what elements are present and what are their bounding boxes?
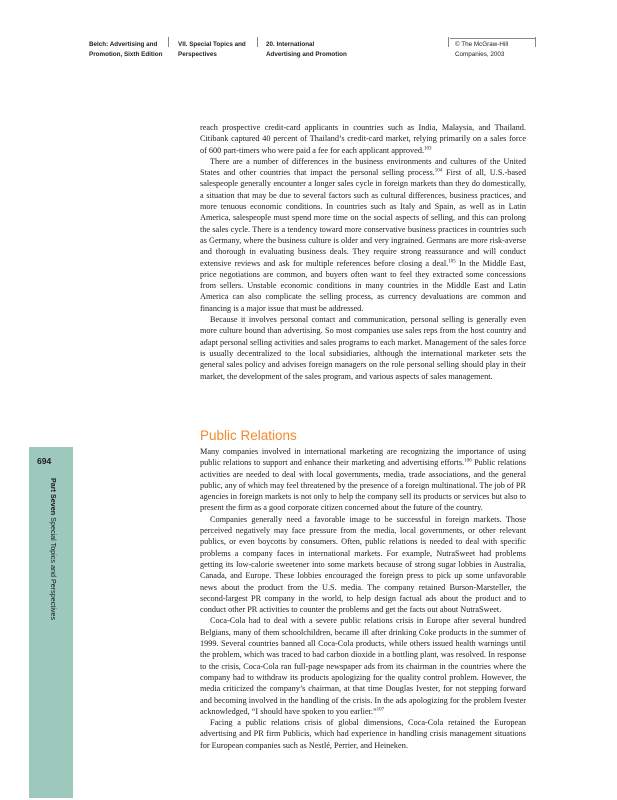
part-title: Special Topics and Perspectives: [49, 517, 58, 621]
header-book-line: Promotion, Sixth Edition: [89, 50, 163, 58]
header-copyright: [455, 40, 508, 59]
header-book-line: Belch: Advertising and: [89, 41, 158, 48]
paragraph: [200, 615, 526, 717]
footnote-marker: 104: [434, 168, 443, 174]
header-divider: [448, 37, 449, 47]
paragraph-text: There are a number of differences in the business environments and cultures of the United States and other countries that impact the personal selling process.: [200, 156, 526, 178]
paragraph-text: Public relations activities are needed to deal with local governments, media, trade associations, and the general public, any of which may feel threatened by the presence of a foreign multinational. The job of PR agencies in foreign markets is not only to help the company sell its products or services but also to present the firm as a good corporate citizen concerned about the future of the country.: [200, 458, 526, 513]
header-chapter-info: [266, 40, 347, 59]
header-part-line: VII. Special Topics and: [178, 41, 246, 48]
paragraph: [200, 122, 526, 156]
personal-selling-text: [200, 122, 526, 382]
paragraph-text: reach prospective credit-card applicants in countries such as India, Malaysia, and Thailand. Citibank captured 40 percent of Thailand’s credit-card market, relying primarily on a sales force of 600 part-timers who were paid a fee for each applicant approved.: [200, 123, 526, 155]
paragraph-text: Facing a public relations crisis of global dimensions, Coca-Cola retained the European advertising and PR firm Publicis, which had experience in handling crisis management situations for European companies such as Nestlé, Perrier, and Heineken.: [200, 718, 526, 750]
header-copyright-line: © The McGraw-Hill: [455, 41, 509, 48]
header-top-rule: [450, 38, 535, 39]
header-chapter-line: Advertising and Promotion: [266, 50, 347, 58]
header-book-info: [89, 40, 162, 59]
section-heading-public-relations: Public Relations: [200, 428, 297, 443]
footnote-marker: 105: [448, 259, 456, 265]
paragraph-text: Many companies involved in international marketing are recognizing the importance of using public relations to support and enhance their marketing and advertising efforts.: [200, 447, 526, 468]
header-chapter-line: 20. International: [266, 41, 315, 48]
header-part-line: Perspectives: [178, 50, 217, 58]
page-number: 694: [37, 456, 52, 466]
header-part-info: [178, 40, 246, 59]
header-divider: [168, 37, 169, 47]
paragraph-text: Because it involves personal contact and communication, personal selling is generally even more culture bound than advertising. So most companies use sales reps from the host country and adapt personal selling activities and sales programs to each market. Management of the sales force is usually decentralized to the local subsidiaries, although the international marketer sets the general sales policy and advises foreign managers on the role personal selling should play in their market, the development of the sales program, and various aspects of sales management.: [200, 315, 526, 381]
paragraph: [200, 314, 526, 382]
paragraph-text: In the Middle East, price negotiations are common, and buyers often want to feel they extracted some concessions from sellers. Unstable economic conditions in many countries in the Middle East and Latin America can also complicate the selling process, as currency devaluations are common and financing is a major issue that must be addressed.: [200, 258, 526, 313]
part-title-vertical: [49, 478, 58, 620]
footnote-marker: 106: [464, 458, 472, 464]
header-copyright-line: Companies, 2003: [455, 50, 505, 58]
paragraph: [200, 446, 526, 514]
public-relations-text: [200, 446, 526, 751]
header-divider: [535, 37, 536, 47]
footnote-marker: 103: [424, 146, 432, 152]
paragraph-text: Coca-Cola had to deal with a severe public relations crisis in Europe after several hundred Belgians, many of them schoolchildren, became ill after drinking Coke products in the summer of 1999. Several countries banned all Coca-Cola products, while others issued health warnings until the problem, which was traced to bad carbon dioxide in a bottling plant, was resolved. In response to the crisis, Coca-Cola ran full-page newspaper ads from its chairman in the countries where the company had to withdraw its products apologizing for the quality control problem. However, the media criticized the company’s chairman, at that time Douglas Ivester, for not stepping forward and becoming involved in the handling of the crisis. In the ads apologizing for the problem Ivester acknowledged, “I should have spoken to you earlier.”: [200, 616, 526, 716]
paragraph-text: First of all, U.S.-based salespeople generally encounter a longer sales cycle in foreign markets than they do domestically, a situation that may be due to several factors such as cultural differences, business practices, and more tenuous economic conditions. In countries such as Italy and Spain, as well as in Latin America, salespeople must spend more time on the social aspects of selling, and this can prolong the sales cycle. There is a tendency toward more conservative business practices in countries such as Germany, where the business culture is older and very ingrained. Germans are more risk-averse and thorough in evaluating business deals. They require strong reassurance and will conduct extensive reviews and ask for multiple references before closing a deal.: [200, 168, 526, 268]
footnote-marker: 107: [376, 707, 385, 713]
header-divider: [257, 37, 258, 47]
part-label: Part Seven: [49, 478, 58, 516]
paragraph: [200, 156, 526, 314]
paragraph-text: Companies generally need a favorable image to be successful in foreign markets. Those perceived negatively may face pressure from the media, local governments, or other relevant publics, or even boycotts by consumers. Often, public relations is needed to deal with specific problems a company faces in international markets. For example, NutraSweet had problems getting its low-calorie sweetener into some markets because of strong sugar lobbies in Australia, Canada, and Europe. These lobbies encouraged the foreign press to pick up some unfavorable news about the product from the U.S. media. The company retained Burson-Marsteller, the second-largest PR company in the world, to help design factual ads about the product and to conduct other PR activities to counter the problems and get the facts out about NutraSweet.: [200, 514, 526, 615]
paragraph: [200, 514, 526, 616]
paragraph: [200, 717, 526, 751]
